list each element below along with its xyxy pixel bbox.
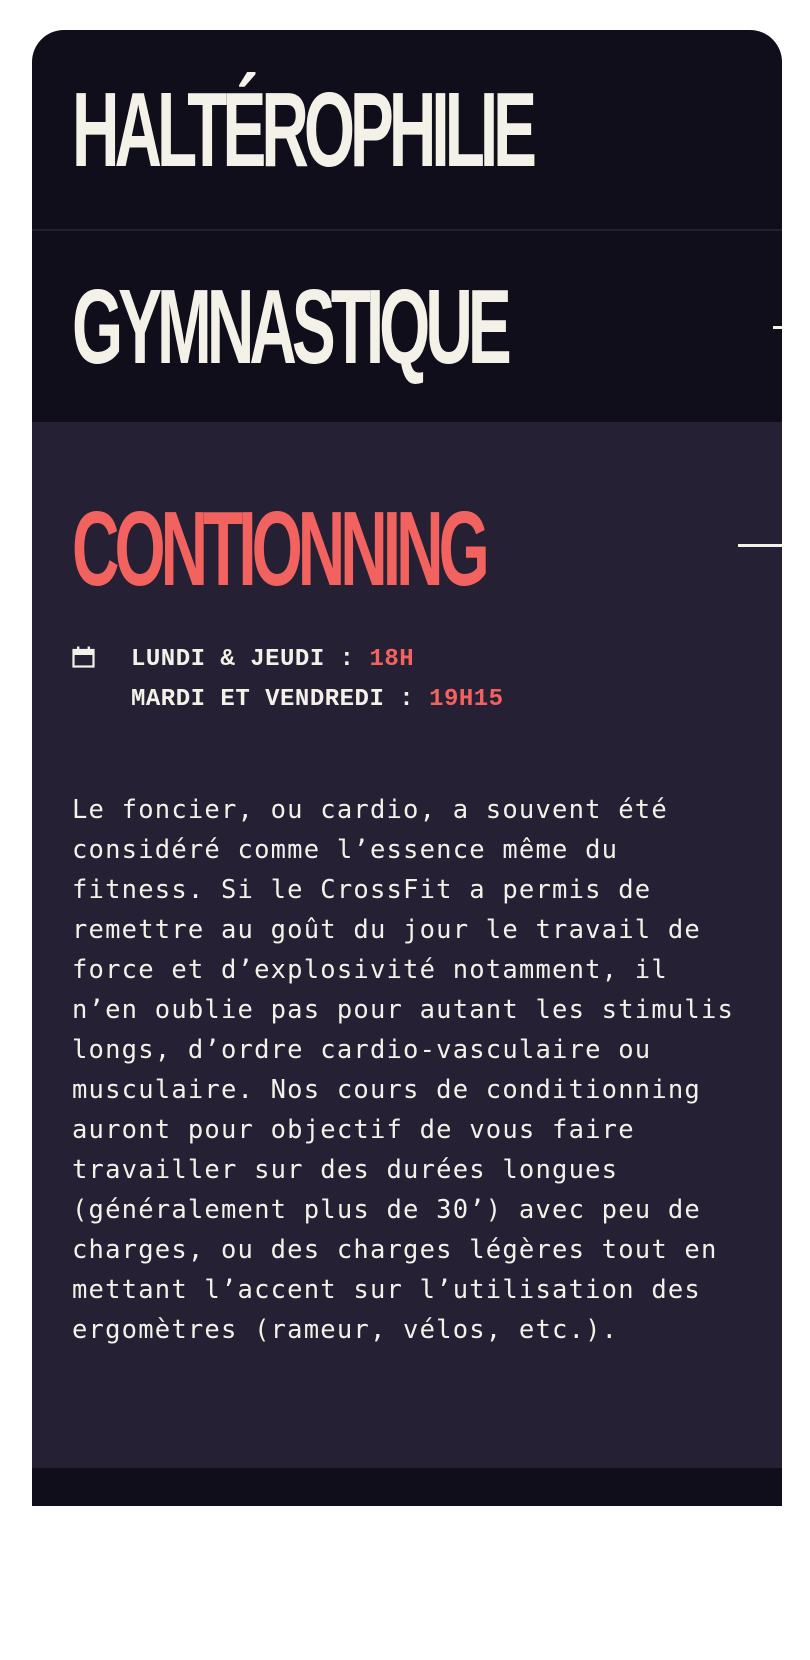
accordion-title: GYMNASTIQUE bbox=[72, 267, 507, 386]
schedule-days: MARDI ET VENDREDI : bbox=[131, 686, 415, 713]
calendar-icon bbox=[72, 646, 95, 668]
course-description: Le foncier, ou cardio, a souvent été considéré comme l’essence même du fitness. Si le CrossFit a permis de remettre au goût du jour le travail de force et d’explosivité notamment, il n’en oublie pas pour autant les stimulis longs, d’ordre cardio-vasculaire ou musculaire. Nos cours de conditionning auront pour objectif de vous faire travailler sur des durées longues (généralement plus de 30’) avec peu de charges, ou des charges légères tout en mettant l’accent sur l’utilisation des ergomètres (rameur, vélos, etc.). bbox=[72, 795, 735, 1345]
schedule-time: 19H15 bbox=[429, 686, 504, 713]
accordion-title: HALTÉROPHILIE bbox=[72, 70, 533, 189]
course-accordion bbox=[32, 30, 782, 1506]
accordion-body bbox=[32, 640, 782, 1468]
schedule-line bbox=[131, 640, 504, 680]
accordion-header-gymnastique[interactable] bbox=[32, 231, 782, 422]
accordion-header-halterophilie[interactable] bbox=[32, 30, 782, 229]
accordion-header-conditionning[interactable] bbox=[32, 422, 782, 608]
schedule bbox=[72, 640, 742, 720]
accordion-item-gymnastique bbox=[32, 229, 782, 422]
schedule-lines bbox=[131, 640, 504, 720]
accordion-footer bbox=[32, 1468, 782, 1506]
schedule-days: LUNDI & JEUDI : bbox=[131, 646, 355, 673]
schedule-line bbox=[131, 680, 504, 720]
accordion-item-conditionning bbox=[32, 422, 782, 1468]
accordion-title: CONTIONNING bbox=[72, 490, 485, 608]
minus-icon[interactable] bbox=[738, 522, 782, 568]
accordion-item-halterophilie bbox=[32, 30, 782, 229]
schedule-time: 18H bbox=[369, 646, 415, 673]
plus-icon[interactable] bbox=[773, 304, 782, 350]
